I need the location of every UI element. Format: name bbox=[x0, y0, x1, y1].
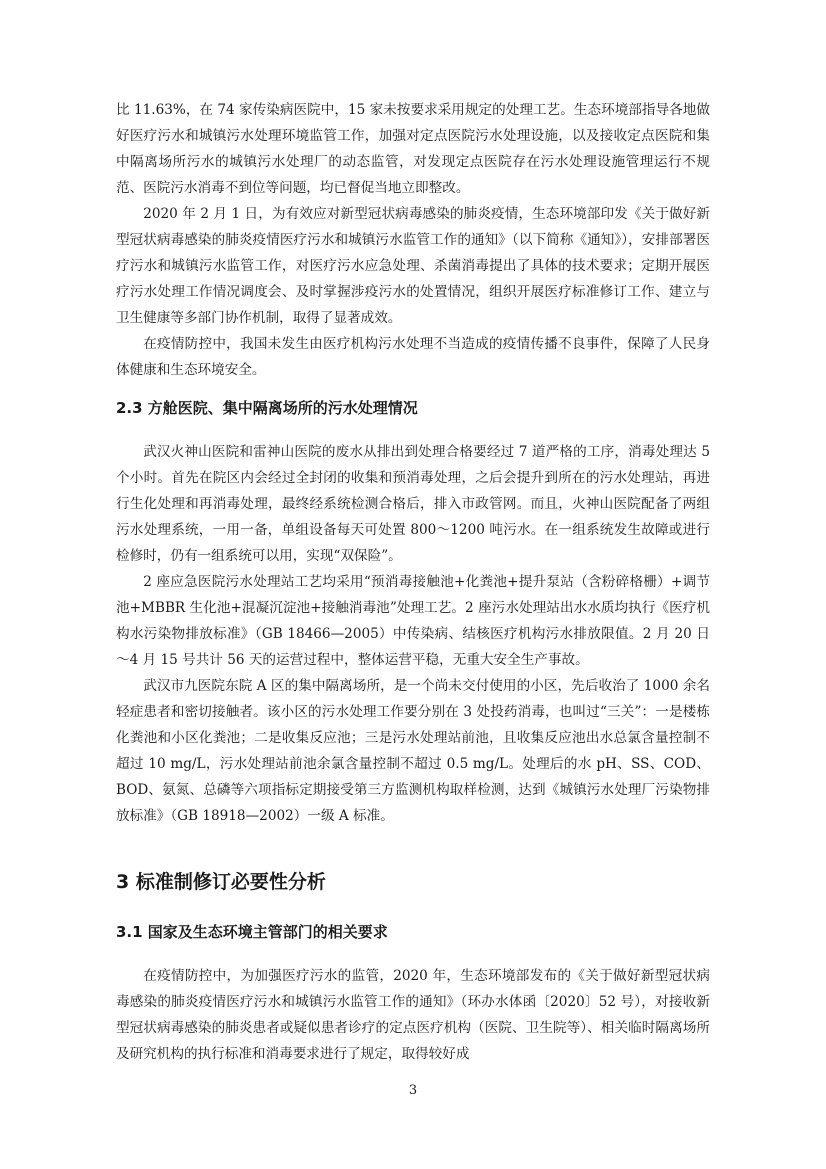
section-2-3-body bbox=[116, 439, 710, 829]
section-heading-3-1: 3.1 国家及生态环境主管部门的相关要求 bbox=[116, 923, 388, 941]
paragraph: 2020 年 2 月 1 日，为有效应对新型冠状病毒感染的肺炎疫情，生态环境部印发《关于做好新型冠状病毒感染的肺炎疫情医疗污水和城镇污水监管工作的通知》（以下简称《通知》），安排部署医疗污水和城镇污水监管工作，对医疗污水应急处理、杀菌消毒提出了具体的技术要求；定期开展医疗污水处理工作情况调度会、及时掌握涉疫污水的处置情况，组织开展医疗标准修订工作、建立与卫生健康等多部门协作机制，取得了显著成效。 bbox=[116, 206, 710, 326]
section-heading-3: 3 标准制修订必要性分析 bbox=[116, 871, 326, 893]
intro-paragraphs bbox=[116, 97, 710, 383]
paragraph: 在疫情防控中，我国未发生由医疗机构污水处理不当造成的疫情传播不良事件，保障了人民身体健康和生态环境安全。 bbox=[116, 336, 710, 378]
page-number: 3 bbox=[408, 1083, 418, 1098]
paragraph: 武汉火神山医院和雷神山医院的废水从排出到处理合格要经过 7 道严格的工序，消毒处理达 5 个小时。首先在院区内会经过全封闭的收集和预消毒处理，之后会提升到所在的污水处理站，再进行生化处理和再消毒处理，最终经系统检测合格后，排入市政管网。而且，火神山医院配备了两组污水处理系统，一用一备，单组设备每天可处置 800～1200 吨污水。在一组系统发生故障或进行检修时，仍有一组系统可以用，实现“双保险”。 bbox=[116, 444, 710, 564]
section-3-1-body bbox=[116, 963, 710, 1067]
paragraph: 比 11.63%，在 74 家传染病医院中，15 家未按要求采用规定的处理工艺。生态环境部指导各地做好医疗污水和城镇污水处理环境监管工作，加强对定点医院污水处理设施，以及接收定点医院和集中隔离场所污水的城镇污水处理厂的动态监管，对发现定点医院存在污水处理设施管理运行不规范、医院污水消毒不到位等问题，均已督促当地立即整改。 bbox=[116, 102, 710, 196]
paragraph: 2 座应急医院污水处理站工艺均采用“预消毒接触池+化粪池+提升泵站（含粉碎格栅）+调节池+MBBR 生化池+混凝沉淀池+接触消毒池”处理工艺。2 座污水处理站出水水质均执行《医疗机构水污染物排放标准》（GB 18466—2005）中传染病、结核医疗机构污水排放限值。2 月 20 日～4 月 15 号共计 56 天的运营过程中，整体运营平稳，无重大安全生产事故。 bbox=[116, 574, 710, 668]
paragraph: 在疫情防控中，为加强医疗污水的监管，2020 年，生态环境部发布的《关于做好新型冠状病毒感染的肺炎疫情医疗污水和城镇污水监管工作的通知》（环办水体函〔2020〕52 号），对接收新型冠状病毒感染的肺炎患者或疑似患者诊疗的定点医疗机构（医院、卫生院等）、相关临时隔离场所及研究机构的执行标准和消毒要求进行了规定，取得较好成 bbox=[116, 968, 710, 1062]
paragraph: 武汉市九医院东院 A 区的集中隔离场所，是一个尚未交付使用的小区，先后收治了 1000 余名轻症患者和密切接触者。该小区的污水处理工作要分别在 3 处投药消毒，也叫过“三关”：一是楼栋化粪池和小区化粪池；二是收集反应池；三是污水处理站前池，且收集反应池出水总氯含量控制不超过 10 mg/L，污水处理站前池余氯含量控制不超过 0.5 mg/L。处理后的水 pH、SS、COD、BOD、氨氮、总磷等六项指标定期接受第三方监测机构取样检测，达到《城镇污水处理厂污染物排放标准》（GB 18918—2002）一级 A 标准。 bbox=[116, 678, 710, 824]
section-heading-2-3: 2.3 方舱医院、集中隔离场所的污水处理情况 bbox=[116, 399, 418, 417]
